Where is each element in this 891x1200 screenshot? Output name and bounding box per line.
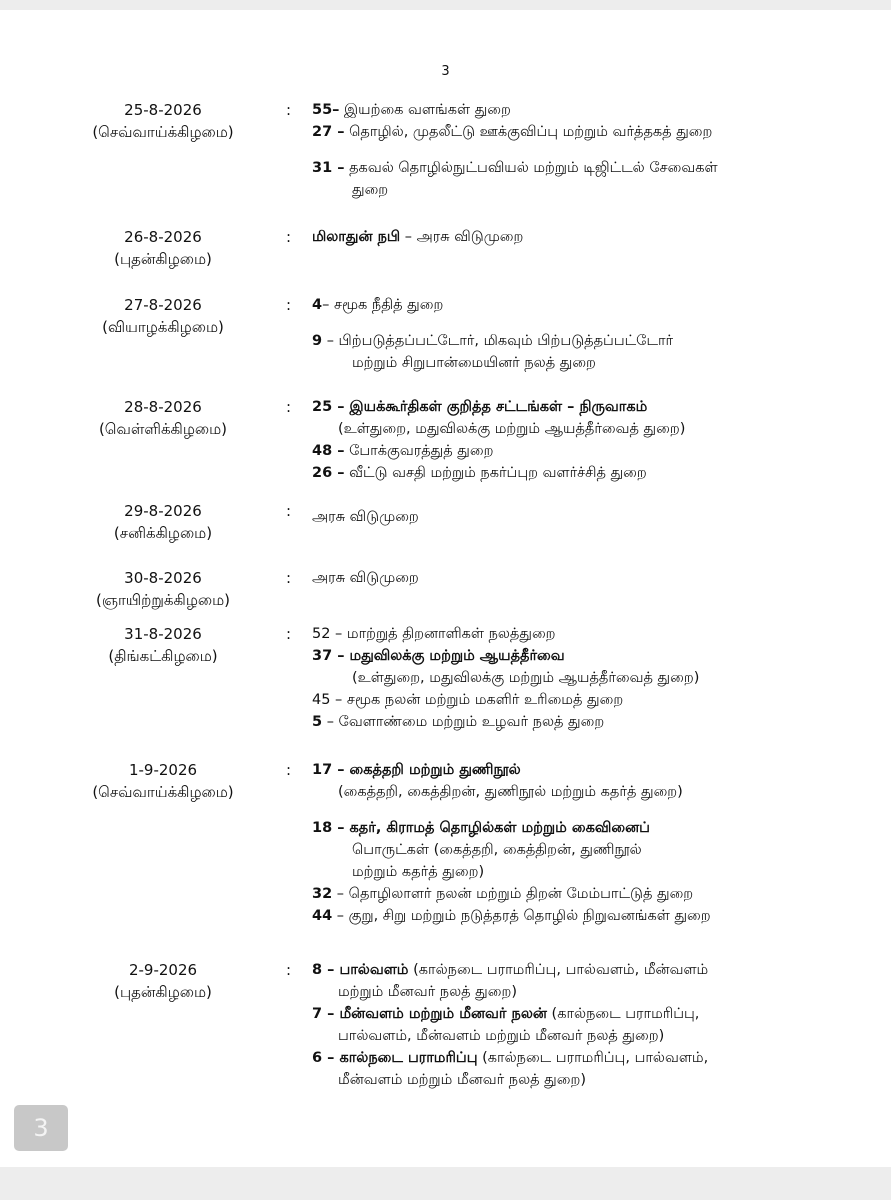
demand-item: 52 – மாற்றுத் திறனாளிகள் நலத்துறை [312,626,556,642]
separator-colon: : [286,296,292,314]
entry-date: 29-8-2026 [124,502,202,520]
entry-date: 26-8-2026 [124,228,202,246]
demand-item-continuation: மீன்வளம் மற்றும் மீனவர் நலத் துறை) [338,1072,586,1088]
entry-day: (புதன்கிழமை) [114,250,212,268]
entry-date: 31-8-2026 [124,625,202,643]
demand-item: 9 – பிற்படுத்தப்பட்டோர், மிகவும் பிற்படுத்தப்பட்டோர் [312,333,674,349]
date-block [78,396,248,440]
entry-items [312,567,812,589]
demand-item: 8 – பால்வளம் (கால்நடை பராமரிப்பு, பால்வளம், மீன்வளம் [312,962,709,978]
demand-item-continuation: பொருட்கள் (கைத்தறி, கைத்திறன், துணிநூல் [352,842,642,858]
date-block [78,226,248,270]
demand-item-continuation: மற்றும் சிறுபான்மையினர் நலத் துறை [352,355,596,371]
entry-items [312,99,812,201]
entry-items [312,959,812,1091]
entry-date: 28-8-2026 [124,398,202,416]
page-number: 3 [441,64,450,79]
entry-date: 25-8-2026 [124,101,202,119]
demand-item-continuation: (உள்துறை, மதுவிலக்கு மற்றும் ஆயத்தீர்வைத் துறை) [338,421,686,437]
demand-item: 27 – தொழில், முதலீட்டு ஊக்குவிப்பு மற்றும் வர்த்தகத் துறை [312,124,713,140]
entry-day: (சனிக்கிழமை) [113,524,213,542]
holiday-item: அரசு விடுமுறை [312,509,419,525]
demand-item: 5 – வேளாண்மை மற்றும் உழவர் நலத் துறை [312,714,605,730]
entry-day: (புதன்கிழமை) [114,983,212,1001]
entry-day: (வெள்ளிக்கிழமை) [98,420,228,438]
entry-date: 27-8-2026 [124,296,202,314]
entry-items [312,506,812,528]
entry-items [312,396,812,484]
demand-item: 25 – இயக்கூர்திகள் குறித்த சட்டங்கள் – நிருவாகம் [312,399,648,415]
demand-item: 44 – குறு, சிறு மற்றும் நடுத்தரத் தொழில் நிறுவனங்கள் துறை [312,908,711,924]
entry-day: (வியாழக்கிழமை) [102,318,224,336]
separator-colon: : [286,228,292,246]
demand-item-continuation: துறை [352,182,389,198]
entry-items [312,226,812,248]
separator-colon: : [286,569,292,587]
entry-day: (திங்கட்கிழமை) [108,647,218,665]
date-block [78,99,248,143]
demand-item: 26 – வீட்டு வசதி மற்றும் நகர்ப்புற வளர்ச்சித் துறை [312,465,647,481]
date-block [78,567,248,611]
demand-item: 31 – தகவல் தொழில்நுட்பவியல் மற்றும் டிஜிட்டல் சேவைகள் [312,160,718,176]
entry-date: 1-9-2026 [128,761,198,779]
demand-item-continuation: (கைத்தறி, கைத்திறன், துணிநூல் மற்றும் கதர்த் துறை) [338,784,683,800]
document-page [0,10,891,1167]
separator-colon: : [286,101,292,119]
separator-colon: : [286,761,292,779]
holiday-item: மிலாதுன் நபி – அரசு விடுமுறை [312,229,524,245]
demand-item: 17 – கைத்தறி மற்றும் துணிநூல் [312,762,521,778]
entry-items [312,294,812,374]
separator-colon: : [286,625,292,643]
demand-item-continuation: மற்றும் மீனவர் நலத் துறை) [338,984,517,1000]
demand-item-continuation: மற்றும் கதர்த் துறை) [352,864,485,880]
demand-item: 48 – போக்குவரத்துத் துறை [312,443,494,459]
entry-day: (செவ்வாய்க்கிழமை) [92,783,234,801]
separator-colon: : [286,398,292,416]
demand-item-continuation: பால்வளம், மீன்வளம் மற்றும் மீனவர் நலத் துறை) [338,1028,665,1044]
separator-colon: : [286,502,292,520]
demand-item: 4– சமூக நீதித் துறை [312,297,444,313]
demand-item: 7 – மீன்வளம் மற்றும் மீனவர் நலன் (கால்நடை பராமரிப்பு, [312,1006,700,1022]
demand-item: 55– இயற்கை வளங்கள் துறை [312,102,511,118]
date-block [78,623,248,667]
date-block [78,759,248,803]
demand-item: 37 – மதுவிலக்கு மற்றும் ஆயத்தீர்வை [312,648,565,664]
date-block [78,500,248,544]
entry-day: (ஞாயிற்றுக்கிழமை) [95,591,231,609]
entry-date: 30-8-2026 [124,569,202,587]
separator-colon: : [286,961,292,979]
demand-item: 32 – தொழிலாளர் நலன் மற்றும் திறன் மேம்பாட்டுத் துறை [312,886,694,902]
entry-items [312,759,812,927]
demand-item: 45 – சமூக நலன் மற்றும் மகளிர் உரிமைத் துறை [312,692,624,708]
demand-item-continuation: (உள்துறை, மதுவிலக்கு மற்றும் ஆயத்தீர்வைத் துறை) [352,670,700,686]
entry-items [312,623,812,733]
holiday-item: அரசு விடுமுறை [312,570,419,586]
demand-item: 6 – கால்நடை பராமரிப்பு (கால்நடை பராமரிப்பு, பால்வளம், [312,1050,709,1066]
demand-item: 18 – கதர், கிராமத் தொழில்கள் மற்றும் கைவினைப் [312,820,650,836]
page-indicator-badge[interactable]: 3 [14,1105,68,1151]
date-block [78,959,248,1003]
date-block [78,294,248,338]
entry-day: (செவ்வாய்க்கிழமை) [92,123,234,141]
entry-date: 2-9-2026 [128,961,198,979]
